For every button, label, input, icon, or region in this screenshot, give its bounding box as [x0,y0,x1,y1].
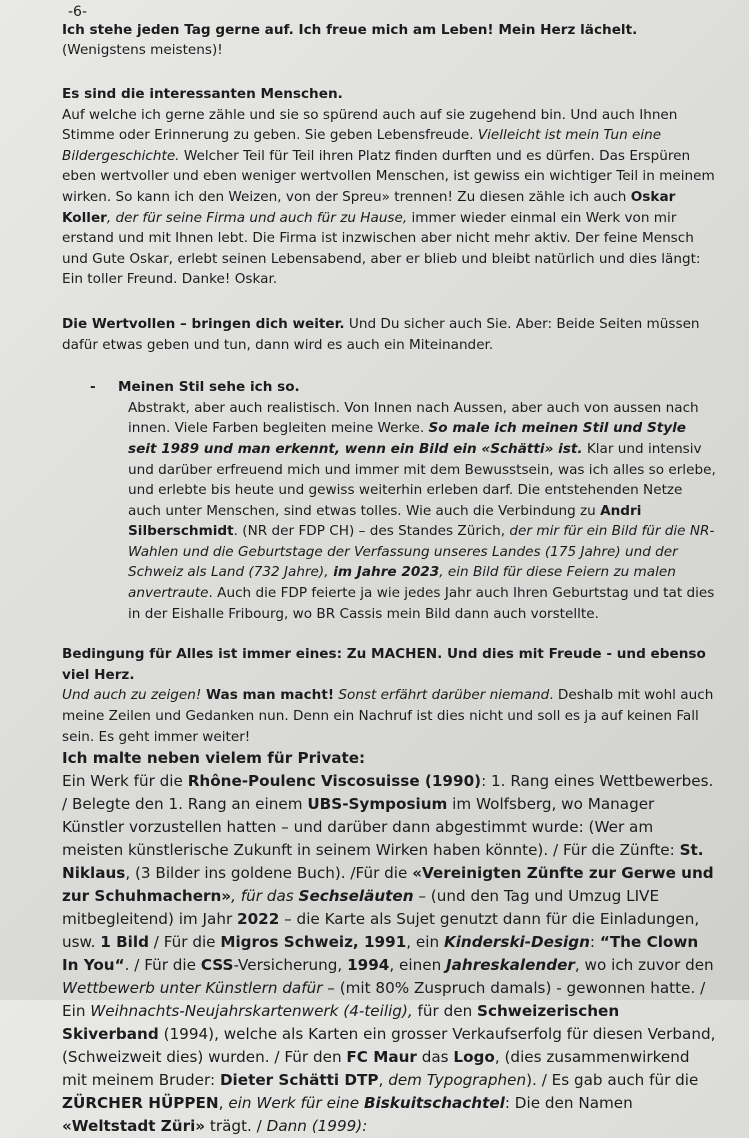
s4-t17: , ein [406,933,444,952]
page-number: -6- [68,4,88,20]
section1-heading: Es sind die interessanten Menschen. [62,86,343,102]
s4-t8: «Vereinigten Zünfte zur Gerwe und zur Schuhmachern» [62,864,714,906]
s4-t25: , einen [389,956,447,975]
s4-t27: , wo ich zuvor den [574,956,714,975]
bullet-text-1: Abstrakt, aber auch realistisch. Von Innen nach Aussen, aber auch von aussen nach innen. Viele Farben begleiten meine Werke. [128,399,699,437]
s4-t35: das [416,1048,454,1067]
s4-t12: 2022 [237,910,280,929]
bullet-text-3: Klar und intensiv und darüber erfreuend mich und immer mit dem Bewusstsein, was ich alles so erlebe, und erlebte bis heute und gewiss weiterhin erleben darf. Die entstehenden Netze auch unter Menschen, sind etwas tolles. Wie auch die Verbindung zu [128,440,716,519]
section3-bold-1: Was man macht! [201,687,335,704]
s4-t13: – die Karte als Sujet genutzt dann für die Einladungen, usw. [62,910,700,952]
s4-t30: Weihnachts-Neujahrskartenwerk (4-teilig), [90,1002,413,1021]
section1-text-1: Auf welche ich gerne zähle und sie so spürend auch auf sie zugehend bin. Und auch Ihnen Stimme oder Erinnerung zu geben. Sie geben Lebensfreude. [62,106,678,144]
section3-italic-2: Sonst erfährt darüber niemand [334,687,550,704]
section4-heading: Ich malte neben vielem für Private: [62,749,366,768]
s4-t47: : Die den Namen [504,1094,633,1113]
section4-paragraph [62,770,719,1138]
s4-t48: «Weltstadt Züri» [62,1117,206,1136]
s4-t36: Logo [453,1048,495,1067]
bullet-paragraph [128,398,719,625]
section1-text-6: immer wieder einmal ein Werk von mir erstand und mit Ihnen lebt. Die Firma ist inzwischen aber nicht mehr aktiv. Der feine Mensch und Gute Oskar, erlebt seinen Lebensabend, aber er blieb und bleibt natürlich und dies längt: Ein toller Freund. Danke! Oskar. [62,209,701,288]
bullet-text-9: . Auch die FDP feierte ja wie jedes Jahr auch Ihren Geburtstag und tat dies in der Eishalle Fribourg, wo BR Cassis mein Bild dann auch vorstellte. [128,585,715,622]
s4-t49: trägt. / [205,1117,267,1136]
bullet-text-8: , ein Bild für diese Feiern zu malen anvertraute [128,564,676,602]
s4-t11: – (und den Tag und Umzug LIVE mitbegleitend) im Jahr [62,887,660,929]
s4-t44: ein Werk für eine [228,1094,360,1113]
section3-italic-1: Und auch zu zeigen! [62,687,202,704]
s4-t42: ZÜRCHER HÜPPEN [62,1094,219,1113]
bullet-text-2: So male ich meinen Stil und Style seit 1989 und man erkennt, wenn ein Bild ein «Schätti» ist. [128,420,686,457]
intro-paragraph [62,20,719,60]
s4-t19: : [589,933,600,952]
s4-t22: CSS [200,956,234,975]
section3-text: . Deshalb mit wohl auch meine Zeilen und Gedanken nun. Denn ein Nachruf ist dies nicht und soll es ja auf keinen Fall sein. Es geht immer weiter! [62,687,714,745]
s4-t9: , für das [231,887,299,906]
s4-t24: 1994 [347,956,390,975]
bullet-heading: Meinen Stil sehe ich so. [118,379,300,396]
s4-t39: , [378,1071,389,1090]
section1-name-oskar: Oskar Koller [62,188,676,226]
s4-t21: . / Für die [124,956,201,975]
s4-t6: St. Niklaus [62,841,704,883]
s4-t46: Biskuitschachtel [363,1094,505,1113]
s4-t14: 1 Bild [100,933,149,952]
style-bullet [62,377,719,624]
s4-t50: Dann (1999): [266,1117,368,1136]
section1-text-5: , der für seine Firma und auch für zu Hause, [106,209,408,226]
s4-t29: – (mit 80% Zuspruch damals) - gewonnen hatte. / Ein [62,979,706,1021]
section3-bold: Bedingung für Alles ist immer eines: Zu MACHEN. Und dies mit Freude - und ebenso viel Herz. [62,646,706,683]
s4-t20: “The Clown In You“ [62,933,699,975]
s4-t18: Kinderski-Design [443,933,590,952]
s4-t23: -Versicherung, [233,956,348,975]
s4-t1: Ein Werk für die [62,772,188,791]
s4-t33: (1994), welche als Karten ein grosser Verkaufserfolg für diesen Verband, (Schweizweit dies) wurden. / Für den [62,1025,716,1067]
section3-paragraph [62,685,719,747]
s4-t26: Jahreskalender [446,956,575,975]
section3-heading [62,644,719,685]
s4-t37: , (dies zusammenwirkend mit meinem Bruder: [62,1048,690,1090]
section2-bold: Die Wertvollen – bringen dich weiter. [62,315,345,332]
bullet-text-5: . (NR der FDP CH) – des Standes Zürich, [233,523,510,540]
s4-t43: , [218,1094,229,1113]
section1-paragraph [62,105,719,290]
s4-t5: im Wolfsberg, wo Manager Künstler vorzustellen hatten – und darüber dann abgestimmt wurde: (Wer am meisten künstlerische Zukunft in seinem Wirken haben könnte). / Für die Zünfte: [62,795,680,860]
s4-t40: dem Typographen [388,1071,527,1090]
bullet-name-andri: Andri Silberschmidt [128,502,642,540]
s4-t16: Migros Schweiz, 1991 [220,933,407,952]
s4-t10: Sechseläuten [298,887,414,906]
s4-t15: / Für die [148,933,221,952]
section1-text-2: Vielleicht ist mein Tun eine Bildergeschichte. [62,127,662,164]
s4-t28: Wettbewerb unter Künstlern dafür [62,979,323,998]
section1-text-3: Welcher Teil für Teil ihren Platz finden durften und es dürfen. Das Erspüren eben wertvoller und eben weniger wertvollen Menschen, ist gewiss ein wichtiger Teil in meinem wirken. So kann ich den Weizen, von der Spreu» trennen! Zu diesen zähle ich auch [62,147,715,205]
s4-t2: Rhône-Poulenc Viscosuisse (1990) [187,772,482,791]
s4-t4: UBS-Symposium [307,795,448,814]
s4-t41: ). / Es gab auch für die [526,1071,699,1090]
s4-t3: : 1. Rang eines Wettbewerbes. / Belegte den 1. Rang an einem [62,772,714,814]
section2-paragraph [62,314,719,355]
s4-t38: Dieter Schätti DTP [219,1071,379,1090]
s4-t31: für den [412,1002,478,1021]
s4-t32: Schweizerischen Skiverband [62,1002,620,1044]
bullet-dash: - [90,379,96,396]
bullet-text-6: der mir für ein Bild für die NR-Wahlen und die Geburtstage der Verfassung unseres Landes (175 Jahre) und der Schweiz als Land (732 Jahre), [128,523,715,581]
intro-normal: (Wenigstens meistens)! [62,42,223,58]
s4-t7: , (3 Bilder ins goldene Buch). /Für die [125,864,413,883]
s4-t34: FC Maur [346,1048,417,1067]
intro-bold: Ich stehe jeden Tag gerne auf. Ich freue mich am Leben! Mein Herz lächelt. [62,22,638,38]
section2-text: Und Du sicher auch Sie. Aber: Beide Seiten müssen dafür etwas geben und tun, dann wird es auch ein Miteinander. [62,315,700,353]
bullet-text-7: im Jahre 2023 [328,564,440,581]
